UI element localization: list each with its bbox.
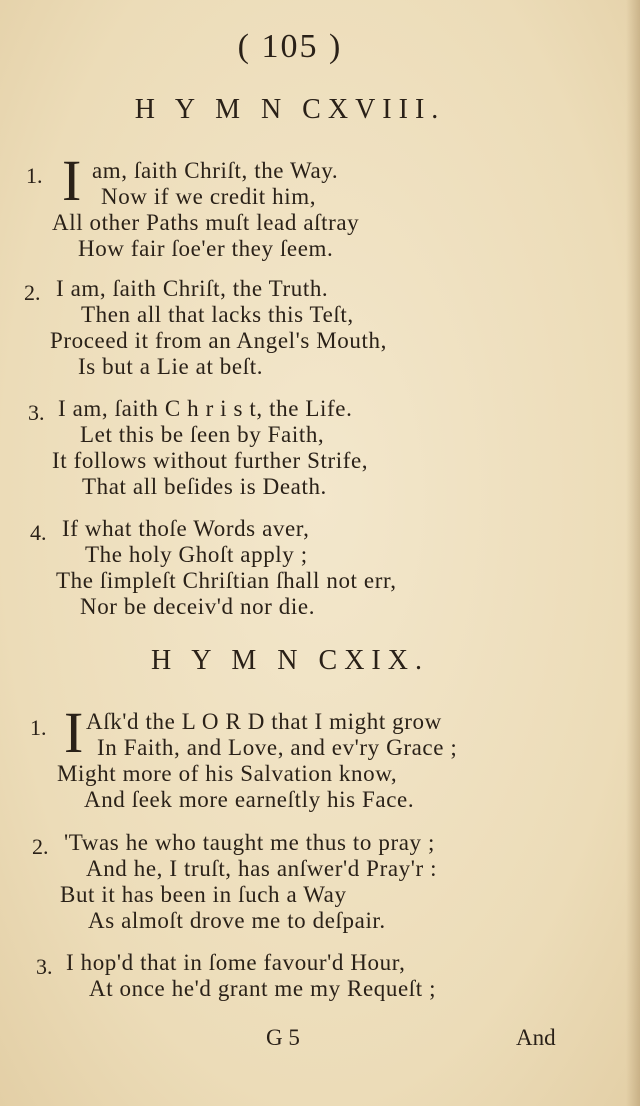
verse-line: If what thoſe Words aver, <box>62 516 310 541</box>
page-edge-shadow <box>626 0 640 1106</box>
verse-line: That all beſides is Death. <box>82 474 327 499</box>
drop-cap: I <box>64 700 84 765</box>
verse-line: Might more of his Salvation know, <box>57 761 398 786</box>
verse-number: 2. <box>24 280 41 305</box>
signature-mark: G 5 <box>266 1025 300 1050</box>
verse-line: 'Twas he who taught me thus to pray ; <box>64 830 435 855</box>
verse-line: As almoſt drove me to deſpair. <box>88 908 386 933</box>
hymn-title: H Y M N CXIX. <box>151 645 429 676</box>
verse-line: I hop'd that in ſome favour'd Hour, <box>66 950 406 975</box>
drop-cap: I <box>62 148 82 213</box>
verse-line: Now if we credit him, <box>101 184 317 209</box>
verse-line: Then all that lacks this Teſt, <box>81 302 354 327</box>
page-number: ( 105 ) <box>237 28 343 65</box>
verse-number: 1. <box>26 163 43 188</box>
verse-line: am, ſaith Chriſt, the Way. <box>92 158 339 183</box>
catchword: And <box>516 1025 556 1050</box>
verse-line: How fair ſoe'er they ſeem. <box>78 236 334 261</box>
verse-line: The holy Ghoſt apply ; <box>85 542 308 567</box>
verse-line: I am, ſaith Chriſt, the Truth. <box>56 276 329 301</box>
verse-line: I am, ſaith C h r i s t, the Life. <box>58 396 353 421</box>
verse-line: Proceed it from an Angel's Mouth, <box>50 328 387 353</box>
verse-line: Is but a Lie at beſt. <box>78 354 264 379</box>
verse-line: But it has been in ſuch a Way <box>60 882 347 907</box>
verse-line: And he, I truſt, has anſwer'd Pray'r : <box>86 856 438 881</box>
verse-line: Let this be ſeen by Faith, <box>80 422 325 447</box>
verse-line: All other Paths muſt lead aſtray <box>52 210 360 235</box>
verse-line: In Faith, and Love, and ev'ry Grace ; <box>97 735 458 760</box>
verse-line: Aſk'd the L O R D that I might grow <box>86 709 442 734</box>
verse-number: 2. <box>32 834 49 859</box>
verse-number: 3. <box>28 400 45 425</box>
verse-number: 4. <box>30 520 47 545</box>
verse-line: It follows without further Strife, <box>52 448 369 473</box>
verse-number: 1. <box>30 715 47 740</box>
hymn-title: H Y M N CXVIII. <box>134 94 446 125</box>
verse-line: At once he'd grant me my Requeſt ; <box>89 976 437 1001</box>
verse-number: 3. <box>36 954 53 979</box>
verse-line: And ſeek more earneſtly his Face. <box>84 787 415 812</box>
verse-line: Nor be deceiv'd nor die. <box>80 594 316 619</box>
verse-line: The ſimpleſt Chriſtian ſhall not err, <box>56 568 397 593</box>
